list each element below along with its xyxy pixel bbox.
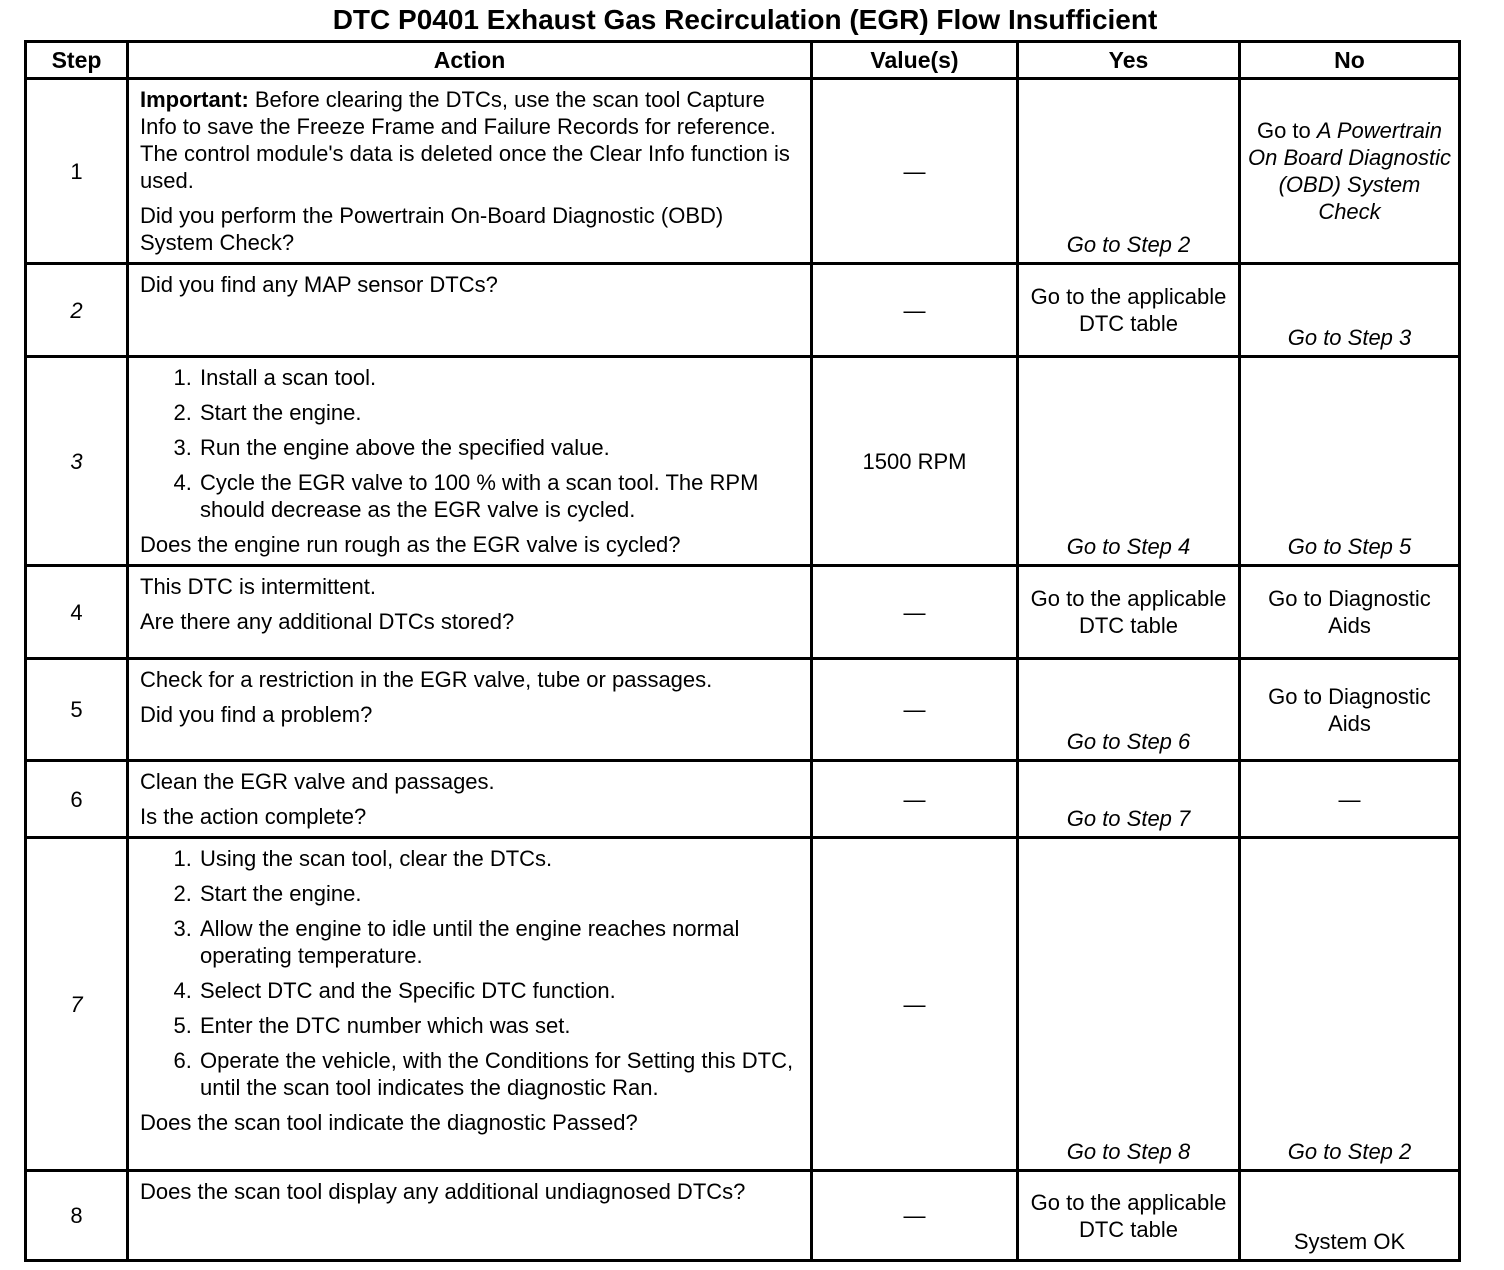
yes-cell: Go to the applicable DTC table — [1018, 566, 1240, 659]
action-text: Check for a restriction in the EGR valve, tube or passages. — [140, 667, 713, 692]
value-cell: 1500 RPM — [812, 357, 1018, 566]
table-row — [26, 566, 1460, 659]
value-cell: — — [812, 79, 1018, 264]
yes-cell: Go to Step 4 — [1018, 357, 1240, 566]
no-cell: Go to Step 2 — [1240, 838, 1460, 1171]
action-cell — [128, 1171, 812, 1261]
value-cell: — — [812, 761, 1018, 838]
page-title: DTC P0401 Exhaust Gas Recirculation (EGR) Flow Insufficient — [332, 4, 1158, 35]
no-cell: Go to Diagnostic Aids — [1240, 566, 1460, 659]
no-cell: Go to Step 5 — [1240, 357, 1460, 566]
value-cell: — — [812, 264, 1018, 357]
table-row — [26, 659, 1460, 761]
table-row — [26, 1171, 1460, 1261]
table-row — [26, 357, 1460, 566]
step-number: 5 — [26, 659, 128, 761]
action-question: Did you find a problem? — [140, 702, 373, 727]
action-text: Clean the EGR valve and passages. — [140, 769, 495, 794]
action-question: Did you find any MAP sensor DTCs? — [140, 272, 498, 297]
no-prefix: Go to — [1256, 118, 1317, 143]
table-row — [26, 838, 1460, 1171]
no-cell: Go to Diagnostic Aids — [1240, 659, 1460, 761]
no-cell: — — [1240, 761, 1460, 838]
important-note — [140, 86, 802, 194]
procedure-list — [140, 364, 802, 523]
yes-cell: Go to Step 6 — [1018, 659, 1240, 761]
yes-cell: Go to Step 8 — [1018, 838, 1240, 1171]
list-item: 5. Enter the DTC number which was set. — [198, 1012, 802, 1039]
action-cell — [128, 79, 812, 264]
table-row — [26, 761, 1460, 838]
list-item: 1. Install a scan tool. — [198, 364, 802, 391]
header-action: Action — [128, 42, 812, 79]
step-number: 4 — [26, 566, 128, 659]
step-number: 3 — [26, 357, 128, 566]
action-cell — [128, 761, 812, 838]
action-cell — [128, 357, 812, 566]
no-cell: Go to Step 3 — [1240, 264, 1460, 357]
action-cell — [128, 566, 812, 659]
important-text: Before clearing the DTCs, use the scan tool Capture Info to save the Freeze Frame and Failure Records for reference. The control module's data is deleted once the Clear Info function is used. — [140, 87, 790, 193]
list-item: 4. Select DTC and the Specific DTC function. — [198, 977, 802, 1004]
procedure-list — [140, 845, 802, 1101]
action-cell — [128, 264, 812, 357]
step-number: 1 — [26, 79, 128, 264]
list-item: 1. Using the scan tool, clear the DTCs. — [198, 845, 802, 872]
table-header-row — [26, 42, 1460, 79]
list-item: 3. Run the engine above the specified value. — [198, 434, 802, 461]
action-question: Is the action complete? — [140, 804, 367, 829]
header-step: Step — [26, 42, 128, 79]
header-value: Value(s) — [812, 42, 1018, 79]
yes-cell: Go to the applicable DTC table — [1018, 1171, 1240, 1261]
action-question: Are there any additional DTCs stored? — [140, 609, 515, 634]
list-item: 6. Operate the vehicle, with the Conditions for Setting this DTC, until the scan tool indicates the diagnostic Ran. — [198, 1047, 802, 1101]
list-item: 4. Cycle the EGR valve to 100 % with a scan tool. The RPM should decrease as the EGR valve is cycled. — [198, 469, 802, 523]
diagnostic-table — [24, 40, 1461, 1262]
action-question: Did you perform the Powertrain On-Board Diagnostic (OBD) System Check? — [140, 203, 724, 255]
list-item: 2. Start the engine. — [198, 399, 802, 426]
important-label: Important: — [140, 87, 249, 112]
no-cell: System OK — [1240, 1171, 1460, 1261]
no-cell — [1240, 79, 1460, 264]
table-row — [26, 264, 1460, 357]
yes-cell: Go to Step 7 — [1018, 761, 1240, 838]
header-no: No — [1240, 42, 1460, 79]
step-number: 6 — [26, 761, 128, 838]
step-number: 8 — [26, 1171, 128, 1261]
action-cell — [128, 838, 812, 1171]
action-text: This DTC is intermittent. — [140, 574, 376, 599]
step-number: 7 — [26, 838, 128, 1171]
value-cell: — — [812, 659, 1018, 761]
table-row — [26, 79, 1460, 264]
action-cell — [128, 659, 812, 761]
list-item: 2. Start the engine. — [198, 880, 802, 907]
action-question: Does the scan tool display any additional undiagnosed DTCs? — [140, 1179, 746, 1204]
list-item: 3. Allow the engine to idle until the engine reaches normal operating temperature. — [198, 915, 802, 969]
action-question: Does the scan tool indicate the diagnostic Passed? — [140, 1110, 638, 1135]
value-cell: — — [812, 566, 1018, 659]
action-question: Does the engine run rough as the EGR valve is cycled? — [140, 532, 681, 557]
header-yes: Yes — [1018, 42, 1240, 79]
value-cell: — — [812, 838, 1018, 1171]
step-number: 2 — [26, 264, 128, 357]
value-cell: — — [812, 1171, 1018, 1261]
no-link: A Powertrain On Board Diagnostic (OBD) System Check — [1248, 118, 1451, 224]
yes-cell: Go to the applicable DTC table — [1018, 264, 1240, 357]
yes-cell: Go to Step 2 — [1018, 79, 1240, 264]
